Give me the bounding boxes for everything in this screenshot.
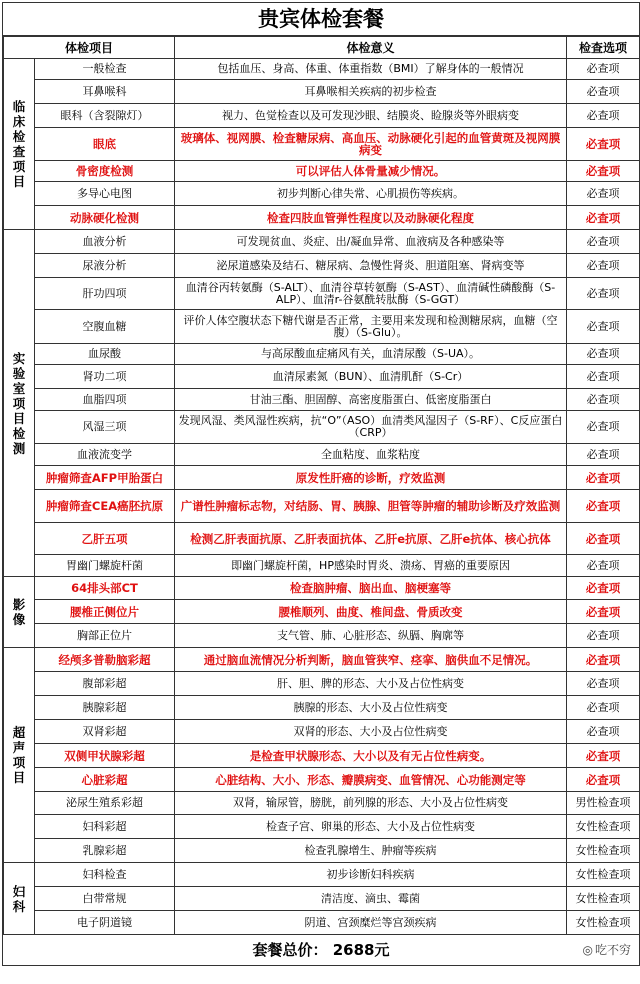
item-description: 支气管、肺、心脏形态、纵膈、胸廓等 xyxy=(175,624,567,648)
section-label xyxy=(4,648,35,863)
item-name: 多导心电图 xyxy=(35,182,175,206)
table-row xyxy=(4,490,640,523)
table-row xyxy=(4,466,640,490)
item-name: 眼底 xyxy=(35,128,175,161)
package-total xyxy=(3,935,639,965)
item-name: 耳鼻喉科 xyxy=(35,80,175,104)
table-row xyxy=(4,672,640,696)
section-label-text: 影像 xyxy=(12,597,26,627)
item-option: 必查项 xyxy=(567,523,640,555)
item-option: 必查项 xyxy=(567,696,640,720)
item-name: 胸部正位片 xyxy=(35,624,175,648)
table-row xyxy=(4,80,640,104)
item-option: 必查项 xyxy=(567,182,640,206)
item-description: 包括血压、身高、体重、体重指数（BMI）了解身体的一般情况 xyxy=(175,59,567,80)
item-name: 胰腺彩超 xyxy=(35,696,175,720)
item-option: 必查项 xyxy=(567,600,640,624)
item-option: 男性检查项 xyxy=(567,792,640,815)
item-description: 初步判断心律失常、心肌损伤等疾病。 xyxy=(175,182,567,206)
item-description: 可发现贫血、炎症、出/凝血异常、血液病及各种感染等 xyxy=(175,230,567,254)
item-option: 必查项 xyxy=(567,672,640,696)
item-description: 通过脑血流情况分析判断，脑血管狭窄、痉挛、脑供血不足情况。 xyxy=(175,648,567,672)
item-name: 双侧甲状腺彩超 xyxy=(35,744,175,768)
table-row xyxy=(4,792,640,815)
item-name: 肿瘤筛查AFP甲胎蛋白 xyxy=(35,466,175,490)
item-option: 必查项 xyxy=(567,128,640,161)
item-name: 骨密度检测 xyxy=(35,161,175,182)
item-option: 女性检查项 xyxy=(567,887,640,911)
item-name: 风湿三项 xyxy=(35,411,175,444)
item-description: 心脏结构、大小、形态、瓣膜病变、血管情况、心功能测定等 xyxy=(175,768,567,792)
item-name: 泌尿生殖系彩超 xyxy=(35,792,175,815)
item-description: 可以评估人体骨量减少情况。 xyxy=(175,161,567,182)
item-name: 血脂四项 xyxy=(35,389,175,411)
table-row xyxy=(4,863,640,887)
table-row xyxy=(4,696,640,720)
table-row xyxy=(4,720,640,744)
item-name: 妇科检查 xyxy=(35,863,175,887)
item-option: 必查项 xyxy=(567,577,640,600)
item-name: 肾功二项 xyxy=(35,365,175,389)
item-option: 必查项 xyxy=(567,365,640,389)
package-sheet xyxy=(2,2,640,966)
table-row xyxy=(4,182,640,206)
item-name: 乙肝五项 xyxy=(35,523,175,555)
item-description: 双肾的形态、大小及占位性病变 xyxy=(175,720,567,744)
item-name: 64排头部CT xyxy=(35,577,175,600)
item-option: 必查项 xyxy=(567,161,640,182)
item-option: 必查项 xyxy=(567,720,640,744)
item-option: 女性检查项 xyxy=(567,815,640,839)
header-option: 检查选项 xyxy=(567,37,640,59)
wechat-icon: ◎ xyxy=(582,943,593,957)
table-header xyxy=(4,37,640,59)
item-description: 评价人体空腹状态下糖代谢是否正常，主要用来发现和检测糖尿病，血糖（空腹）（S-Glu）。 xyxy=(175,310,567,344)
item-option: 女性检查项 xyxy=(567,839,640,863)
header-item: 体检项目 xyxy=(4,37,175,59)
item-description: 血清谷丙转氨酶（S-ALT）、血清谷草转氨酶（S-AST）、血清碱性磷酸酶（S-ALP）、血清r-谷氨酰转肽酶（S-GGT） xyxy=(175,278,567,310)
item-description: 泌尿道感染及结石、糖尿病、急慢性肾炎、胆道阻塞、肾病变等 xyxy=(175,254,567,278)
item-description: 全血粘度、血浆粘度 xyxy=(175,444,567,466)
item-option: 必查项 xyxy=(567,624,640,648)
item-description: 发现风湿、类风湿性疾病，抗“O”（ASO）血清类风湿因子（S-RF）、C反应蛋白（CRP） xyxy=(175,411,567,444)
item-name: 空腹血糖 xyxy=(35,310,175,344)
section-label-text: 实验室项目检测 xyxy=(12,350,26,456)
table-row xyxy=(4,839,640,863)
item-name: 电子阴道镜 xyxy=(35,911,175,935)
table-row xyxy=(4,230,640,254)
item-description: 视力、色觉检查以及可发现沙眼、结膜炎、睑腺炎等外眼病变 xyxy=(175,104,567,128)
item-description: 清洁度、滴虫、霉菌 xyxy=(175,887,567,911)
item-description: 原发性肝癌的诊断，疗效监测 xyxy=(175,466,567,490)
page-title: 贵宾体检套餐 xyxy=(3,3,639,36)
table-row xyxy=(4,206,640,230)
item-name: 心脏彩超 xyxy=(35,768,175,792)
item-name: 尿液分析 xyxy=(35,254,175,278)
section-label xyxy=(4,59,35,230)
total-price: 套餐总价： 2688元 xyxy=(252,941,390,959)
table-row xyxy=(4,624,640,648)
item-description: 检测乙肝表面抗原、乙肝表面抗体、乙肝e抗原、乙肝e抗体、核心抗体 xyxy=(175,523,567,555)
section-label-text: 临床检查项目 xyxy=(12,99,26,189)
section-label xyxy=(4,863,35,935)
item-name: 动脉硬化检测 xyxy=(35,206,175,230)
table-row xyxy=(4,577,640,600)
section-label-text: 超声项目 xyxy=(12,725,26,785)
item-option: 必查项 xyxy=(567,80,640,104)
table-row xyxy=(4,744,640,768)
item-option: 必查项 xyxy=(567,555,640,577)
item-option: 必查项 xyxy=(567,230,640,254)
header-desc: 体检意义 xyxy=(175,37,567,59)
item-option: 必查项 xyxy=(567,648,640,672)
item-option: 必查项 xyxy=(567,490,640,523)
item-option: 女性检查项 xyxy=(567,863,640,887)
table-row xyxy=(4,310,640,344)
item-name: 肝功四项 xyxy=(35,278,175,310)
item-description: 初步诊断妇科疾病 xyxy=(175,863,567,887)
checkup-table xyxy=(3,36,640,935)
item-option: 女性检查项 xyxy=(567,911,640,935)
item-description: 胰腺的形态、大小及占位性病变 xyxy=(175,696,567,720)
item-option: 必查项 xyxy=(567,411,640,444)
table-row xyxy=(4,128,640,161)
table-row xyxy=(4,444,640,466)
item-description: 双肾，输尿管，膀胱，前列腺的形态、大小及占位性病变 xyxy=(175,792,567,815)
item-description: 检查脑肿瘤、脑出血、脑梗塞等 xyxy=(175,577,567,600)
item-name: 白带常规 xyxy=(35,887,175,911)
item-option: 必查项 xyxy=(567,278,640,310)
table-row xyxy=(4,254,640,278)
item-description: 阴道、宫颈糜烂等宫颈疾病 xyxy=(175,911,567,935)
item-name: 血液分析 xyxy=(35,230,175,254)
table-body xyxy=(4,59,640,935)
section-label-text: 妇科 xyxy=(12,883,26,914)
item-option: 必查项 xyxy=(567,389,640,411)
item-name: 乳腺彩超 xyxy=(35,839,175,863)
item-option: 必查项 xyxy=(567,254,640,278)
item-name: 血液流变学 xyxy=(35,444,175,466)
section-label xyxy=(4,577,35,648)
watermark xyxy=(583,935,632,965)
table-row xyxy=(4,911,640,935)
item-option: 必查项 xyxy=(567,344,640,365)
table-row xyxy=(4,59,640,80)
item-name: 腹部彩超 xyxy=(35,672,175,696)
table-row xyxy=(4,411,640,444)
table-row xyxy=(4,278,640,310)
item-description: 与高尿酸血症痛风有关，血清尿酸（S-UA）。 xyxy=(175,344,567,365)
table-row xyxy=(4,104,640,128)
item-description: 检查四肢血管弹性程度以及动脉硬化程度 xyxy=(175,206,567,230)
item-name: 妇科彩超 xyxy=(35,815,175,839)
item-option: 必查项 xyxy=(567,744,640,768)
item-description: 耳鼻喉相关疾病的初步检查 xyxy=(175,80,567,104)
item-option: 必查项 xyxy=(567,310,640,344)
item-option: 必查项 xyxy=(567,206,640,230)
item-description: 腰椎顺列、曲度、椎间盘、骨质改变 xyxy=(175,600,567,624)
item-name: 腰椎正侧位片 xyxy=(35,600,175,624)
item-description: 肝、胆、脾的形态、大小及占位性病变 xyxy=(175,672,567,696)
table-row xyxy=(4,768,640,792)
item-name: 双肾彩超 xyxy=(35,720,175,744)
item-name: 肿瘤筛查CEA癌胚抗原 xyxy=(35,490,175,523)
item-name: 胃幽门螺旋杆菌 xyxy=(35,555,175,577)
item-description: 是检查甲状腺形态、大小以及有无占位性病变。 xyxy=(175,744,567,768)
item-description: 血清尿素氮（BUN）、血清肌酐（S-Cr） xyxy=(175,365,567,389)
item-option: 必查项 xyxy=(567,768,640,792)
item-option: 必查项 xyxy=(567,444,640,466)
item-description: 玻璃体、视网膜、检查糖尿病、高血压、动脉硬化引起的血管黄斑及视网膜病变 xyxy=(175,128,567,161)
item-option: 必查项 xyxy=(567,59,640,80)
table-row xyxy=(4,600,640,624)
item-description: 广谱性肿瘤标志物，对结肠、胃、胰腺、胆管等肿瘤的辅助诊断及疗效监测 xyxy=(175,490,567,523)
item-description: 检查子宫、卵巢的形态、大小及占位性病变 xyxy=(175,815,567,839)
table-row xyxy=(4,555,640,577)
table-row xyxy=(4,887,640,911)
table-row xyxy=(4,648,640,672)
section-label xyxy=(4,230,35,577)
item-name: 眼科（含裂隙灯） xyxy=(35,104,175,128)
table-row xyxy=(4,344,640,365)
item-name: 血尿酸 xyxy=(35,344,175,365)
table-row xyxy=(4,365,640,389)
item-name: 经颅多普勒脑彩超 xyxy=(35,648,175,672)
item-description: 甘油三酯、胆固醇、高密度脂蛋白、低密度脂蛋白 xyxy=(175,389,567,411)
item-description: 检查乳腺增生、肿瘤等疾病 xyxy=(175,839,567,863)
table-row xyxy=(4,389,640,411)
item-name: 一般检查 xyxy=(35,59,175,80)
table-row xyxy=(4,161,640,182)
watermark-text: 吃不穷 xyxy=(594,943,631,957)
table-row xyxy=(4,523,640,555)
item-option: 必查项 xyxy=(567,466,640,490)
item-description: 即幽门螺旋杆菌，HP感染时胃炎、溃疡、胃癌的重要原因 xyxy=(175,555,567,577)
table-row xyxy=(4,815,640,839)
item-option: 必查项 xyxy=(567,104,640,128)
